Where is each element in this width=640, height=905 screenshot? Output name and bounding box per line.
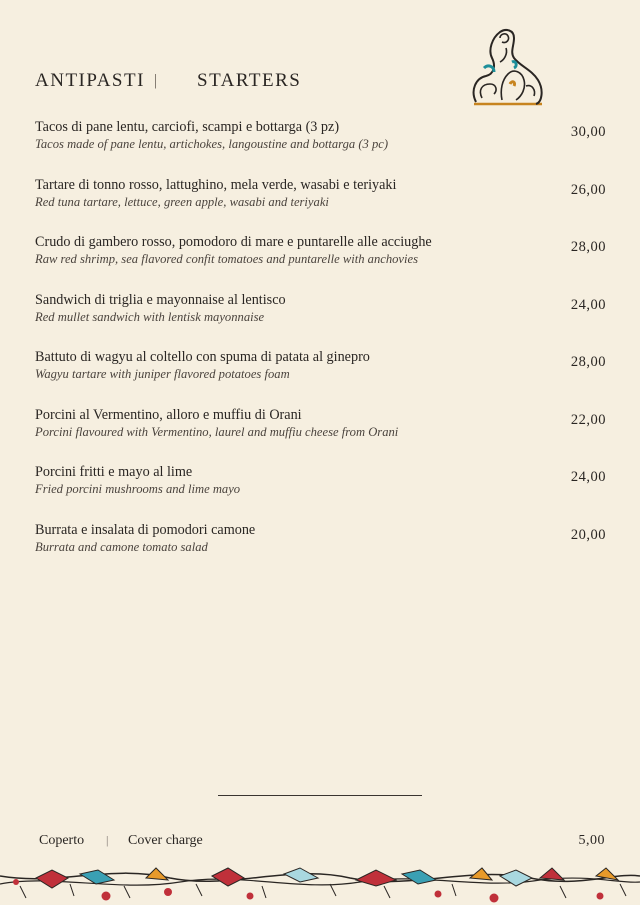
footer-separator: | — [106, 833, 109, 847]
menu-list — [35, 118, 610, 578]
dish-name-english: Red mullet sandwich with lentisk mayonnaise — [35, 309, 265, 324]
menu-item — [35, 176, 610, 234]
menu-item — [35, 406, 610, 464]
dish-price: 22,00 — [570, 411, 606, 428]
menu-item — [35, 521, 610, 579]
dish-price: 24,00 — [570, 469, 606, 485]
dish-name-italian: Battuto di wagyu al coltello con spuma di patata al ginepro — [35, 349, 370, 365]
menu-item — [35, 291, 610, 349]
dish-price: 26,00 — [570, 181, 606, 198]
dish-name-english: Fried porcini mushrooms and lime mayo — [35, 482, 241, 496]
section-title-english: STARTERS — [197, 70, 302, 91]
dish-price: 28,00 — [570, 354, 606, 370]
dish-name-italian: Burrata e insalata di pomodori camone — [35, 521, 256, 538]
cover-charge-price: 5,00 — [578, 833, 605, 848]
menu-item — [35, 348, 610, 406]
dish-name-english: Tacos made of pane lentu, artichokes, langoustine and bottarga (3 pc) — [35, 137, 389, 151]
dish-name-english: Red tuna tartare, lettuce, green apple, wasabi and teriyaki — [35, 194, 329, 209]
menu-item — [35, 233, 610, 291]
dish-name-english: Raw red shrimp, sea flavored confit tomatoes and puntarelle with anchovies — [35, 252, 419, 266]
dish-name-english: Burrata and camone tomato salad — [35, 539, 208, 554]
dish-name-english: Porcini flavoured with Vermentino, laurel and muffiu cheese from Orani — [35, 424, 399, 439]
dish-name-italian: Tacos di pane lentu, carciofi, scampi e bottarga (3 pz) — [35, 119, 340, 135]
coperto-label: Coperto — [39, 833, 85, 848]
menu-item — [35, 118, 610, 176]
dish-name-italian: Sandwich di triglia e mayonnaise al lentisco — [35, 291, 286, 308]
dish-name-italian: Porcini al Vermentino, alloro e muffiu di Orani — [35, 406, 302, 423]
divider-line — [218, 795, 422, 796]
dish-name-italian: Tartare di tonno rosso, lattughino, mela verde, wasabi e teriyaki — [35, 176, 397, 193]
section-title-italian: ANTIPASTI — [35, 70, 145, 91]
cover-charge-label: Cover charge — [128, 833, 203, 848]
dish-price: 20,00 — [570, 526, 606, 543]
dish-name-italian: Porcini fritti e mayo al lime — [35, 464, 193, 480]
cover-charge-row — [39, 833, 605, 849]
dish-name-italian: Crudo di gambero rosso, pomodoro di mare e puntarelle alle acciughe — [35, 234, 432, 250]
abstract-figure-logo-icon — [466, 24, 550, 110]
bunting-garland-decoration — [0, 858, 640, 905]
dish-price: 28,00 — [570, 239, 606, 255]
title-separator: | — [154, 72, 159, 89]
dish-name-english: Wagyu tartare with juniper flavored potatoes foam — [35, 367, 290, 381]
dish-price: 30,00 — [570, 124, 606, 140]
section-header — [35, 70, 302, 92]
menu-item — [35, 463, 610, 521]
dish-price: 24,00 — [570, 296, 606, 313]
